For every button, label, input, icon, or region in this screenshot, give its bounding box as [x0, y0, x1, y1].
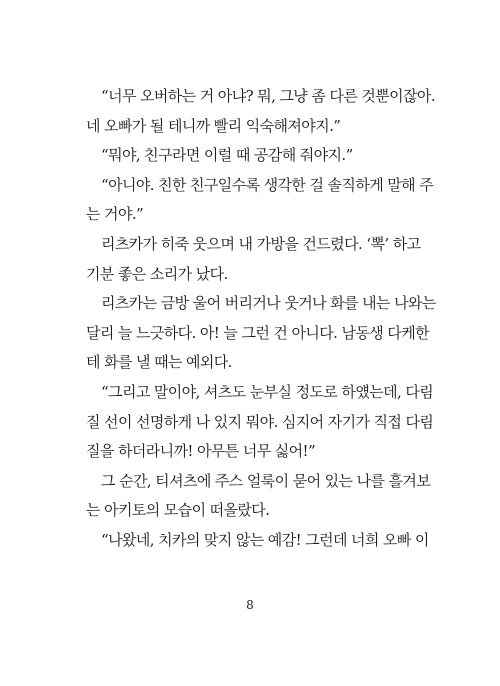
text-line: 는 거야.” [86, 205, 144, 224]
text-line: “너무 오버하는 거 아냐? 뭐, 그냥 좀 다른 것뿐이잖아. [101, 87, 435, 105]
text-line: “나왔네, 치카의 맞지 않는 예감! 그런데 너희 오빠 이 [101, 530, 429, 549]
text-line: 테 화를 낼 때는 예외다. [86, 353, 232, 372]
text-line: 리츠카는 금방 울어 버리거나 웃거나 화를 내는 나와는 [101, 294, 436, 313]
text-line: “아니야. 친한 친구일수록 생각한 걸 솔직하게 말해 주 [101, 175, 434, 194]
text-line: 그 순간, 티셔츠에 주스 얼룩이 묻어 있는 나를 흘겨보 [101, 471, 431, 490]
text-line: 기분 좋은 소리가 났다. [86, 264, 228, 283]
body-text [86, 82, 436, 556]
text-line: 질 선이 선명하게 나 있지 뭐야. 심지어 자기가 직접 다림 [86, 412, 434, 431]
text-line: 네 오빠가 될 테니까 빨리 익숙해져야지.” [86, 116, 341, 135]
text-line: 리츠카가 히죽 웃으며 내 가방을 건드렸다. ‘뽁’ 하고 [101, 234, 421, 253]
page-number: 8 [246, 598, 254, 612]
text-line: “그리고 말이야, 셔츠도 눈부실 정도로 하얬는데, 다림 [101, 382, 434, 401]
text-line: 달리 늘 느긋하다. 아! 늘 그런 건 아니다. 남동생 다케한 [86, 323, 429, 342]
text-line: “뭐야, 친구라면 이럴 때 공감해 줘야지.” [101, 146, 353, 165]
text-line: 질을 하더라니까! 아무튼 너무 싫어!” [86, 442, 316, 461]
text-line: 는 아키토의 모습이 떠올랐다. [86, 501, 270, 520]
